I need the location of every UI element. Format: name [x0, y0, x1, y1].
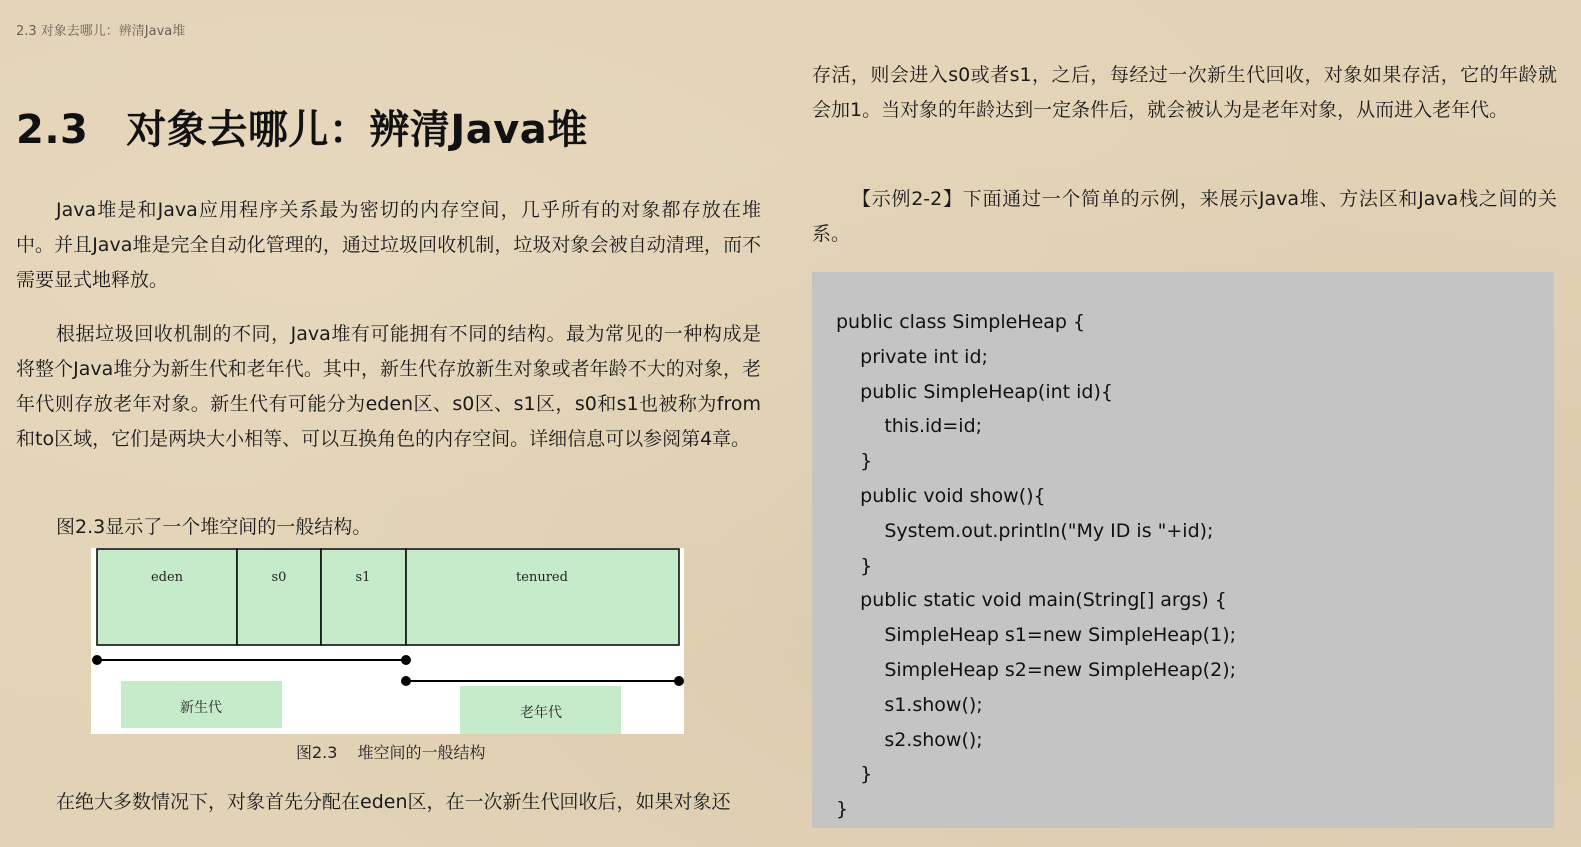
code-line: this.id=id;: [836, 415, 983, 438]
paragraph-aging: 存活，则会进入s0或者s1，之后，每经过一次新生代回收，对象如果存活，它的年龄就会加1。当对象的年龄达到一定条件后，就会被认为是老年对象，从而进入老年代。: [812, 64, 1557, 121]
code-line: }: [836, 798, 849, 821]
s0-label: s0: [271, 570, 287, 585]
old-generation-label: 老年代: [520, 705, 562, 721]
code-line: System.out.println("My ID is "+id);: [836, 519, 1214, 542]
running-header: 2.3 对象去哪儿：辨清Java堆: [16, 24, 186, 39]
heap-structure-figure: [91, 548, 684, 734]
code-line: public void show(){: [836, 484, 1046, 507]
s0-region: [237, 549, 321, 645]
s1-region: [321, 549, 406, 645]
young-generation-label: 新生代: [180, 700, 222, 716]
code-line: s2.show();: [836, 728, 983, 751]
code-line: s1.show();: [836, 693, 983, 716]
figure-caption-number: 图2.3: [296, 743, 338, 762]
section-title: [16, 98, 588, 155]
code-line: public class SimpleHeap {: [836, 311, 1086, 333]
code-line: }: [836, 554, 873, 577]
code-line: public SimpleHeap(int id){: [836, 380, 1113, 403]
young-generation-span: [92, 655, 411, 665]
section-title-text: 对象去哪儿：辨清Java堆: [126, 107, 588, 153]
paragraph-allocation: 在绝大多数情况下，对象首先分配在eden区，在一次新生代回收后，如果对象还: [56, 791, 731, 813]
figure-caption: [296, 740, 485, 763]
code-line: }: [836, 763, 873, 786]
tenured-label: tenured: [516, 570, 568, 585]
code-line: SimpleHeap s1=new SimpleHeap(1);: [836, 624, 1237, 647]
code-line: SimpleHeap s2=new SimpleHeap(2);: [836, 658, 1237, 681]
eden-label: eden: [150, 570, 184, 585]
s1-label: s1: [355, 570, 371, 585]
paragraph-figure-intro: 图2.3显示了一个堆空间的一般结构。: [56, 516, 372, 538]
code-listing: [812, 272, 1554, 828]
old-generation-span: [401, 676, 684, 686]
paragraph-example-intro: 【示例2-2】下面通过一个简单的示例，来展示Java堆、方法区和Java栈之间的关系。: [812, 188, 1557, 245]
eden-region: [97, 549, 237, 645]
code-line: private int id;: [836, 345, 988, 368]
paragraph-heap-structure: 根据垃圾回收机制的不同，Java堆有可能拥有不同的结构。最为常见的一种构成是将整个Java堆分为新生代和老年代。其中，新生代存放新生对象或者年龄不大的对象，老年代则存放老年对象。新生代有可能分为eden区、s0区、s1区，s0和s1也被称为from和to区域，它们是两块大小相等、可以互换角色的内存空间。详细信息可以参阅第4章。: [16, 323, 761, 450]
code-line: }: [836, 450, 873, 473]
figure-caption-text: 堆空间的一般结构: [357, 743, 486, 762]
section-number: 2.3: [16, 107, 89, 153]
tenured-region: [406, 549, 679, 645]
code-line: public static void main(String[] args) {: [836, 589, 1227, 612]
paragraph-java-heap-intro: Java堆是和Java应用程序关系最为密切的内存空间，几乎所有的对象都存放在堆中。并且Java堆是完全自动化管理的，通过垃圾回收机制，垃圾对象会被自动清理，而不需要显式地释放。: [16, 199, 761, 291]
